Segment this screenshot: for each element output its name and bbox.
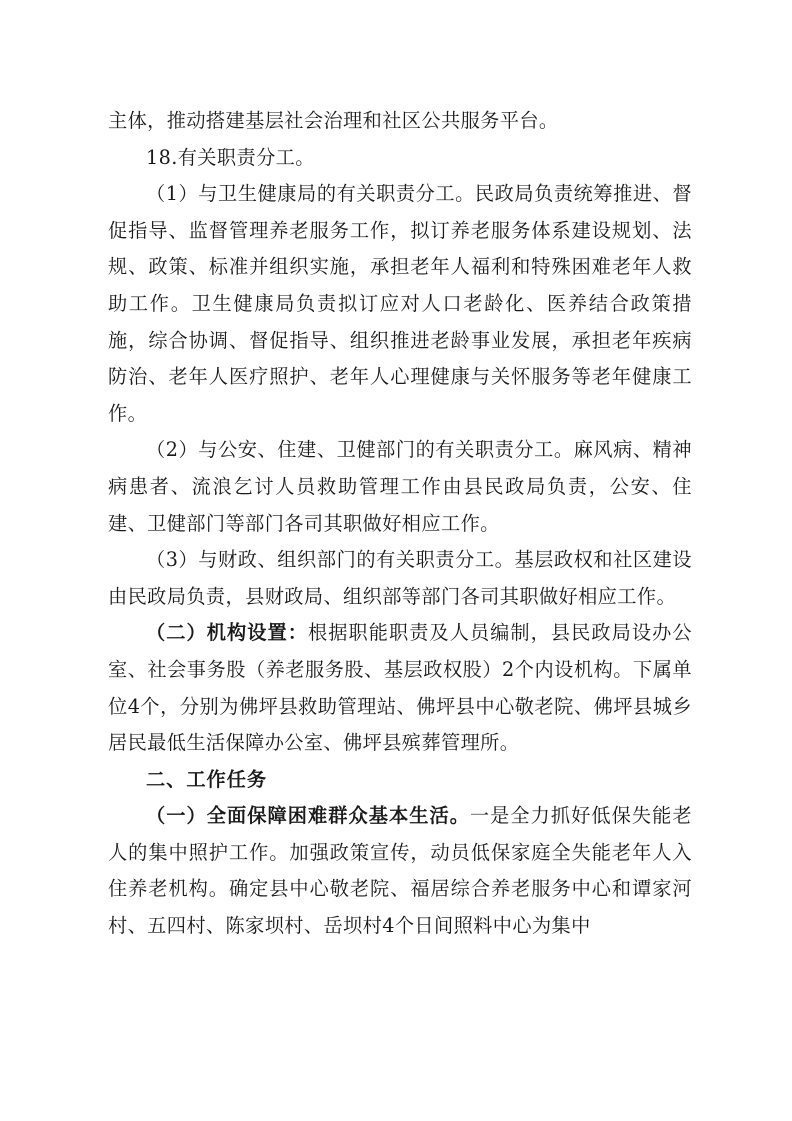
paragraph-health-bureau-division [108, 176, 692, 432]
document-body [108, 103, 692, 945]
section-heading-work-tasks [108, 762, 692, 799]
paragraph-text: 18.有关职责分工。 [146, 145, 315, 169]
paragraph-text: 一是全力抓好低保失能老人的集中照护工作。加强政策宣传，动员低保家庭全失能老年人入住养老机构。确定县中心敬老院、福居综合养老服务中心和谭家河村、五四村、陈家坝村、岳坝村4个日间照料中心为集中 [108, 804, 692, 938]
paragraph-text: 根据职能职责及人员编制，县民政局设办公室、社会事务股（养老服务股、基层政权股）2个内设机构。下属单位4个，分别为佛坪县救助管理站、佛坪县中心敬老院、佛坪县城乡居民最低生活保障办公室、佛坪县殡葬管理所。 [108, 621, 692, 755]
paragraph-text: （2）与公安、住建、卫健部门的有关职责分工。麻风病、精神病患者、流浪乞讨人员救助管理工作由县民政局负责，公安、住建、卫健部门等部门各司其职做好相应工作。 [108, 438, 692, 535]
paragraph-basic-living-guarantee [108, 798, 692, 944]
paragraph-text: （1）与卫生健康局的有关职责分工。民政局负责统筹推进、督促指导、监督管理养老服务工作，拟订养老服务体系建设规划、法规、政策、标准并组织实施，承担老年人福利和特殊困难老年人救助工作。卫生健康局负责拟订应对人口老龄化、医养结合政策措施，综合协调、督促指导、组织推进老龄事业发展，承担老年疾病防治、老年人医疗照护、老年人心理健康与关怀服务等老年健康工作。 [108, 182, 692, 425]
paragraph-public-security-division [108, 432, 692, 542]
heading-text: 二、工作任务 [146, 767, 268, 791]
paragraph-lead-bold: （二）机构设置： [146, 621, 308, 645]
paragraph-text: 主体，推动搭建基层社会治理和社区公共服务平台。 [108, 109, 559, 132]
paragraph-finance-division [108, 542, 692, 615]
section-heading-18 [108, 140, 692, 177]
paragraph-lead-bold: （一）全面保障困难群众基本生活。 [146, 804, 470, 828]
paragraph-institution-setup [108, 615, 692, 761]
paragraph-text: （3）与财政、组织部门的有关职责分工。基层政权和社区建设由民政局负责，县财政局、组织部等部门各司其职做好相应工作。 [108, 548, 692, 608]
paragraph-continuation [108, 103, 692, 140]
